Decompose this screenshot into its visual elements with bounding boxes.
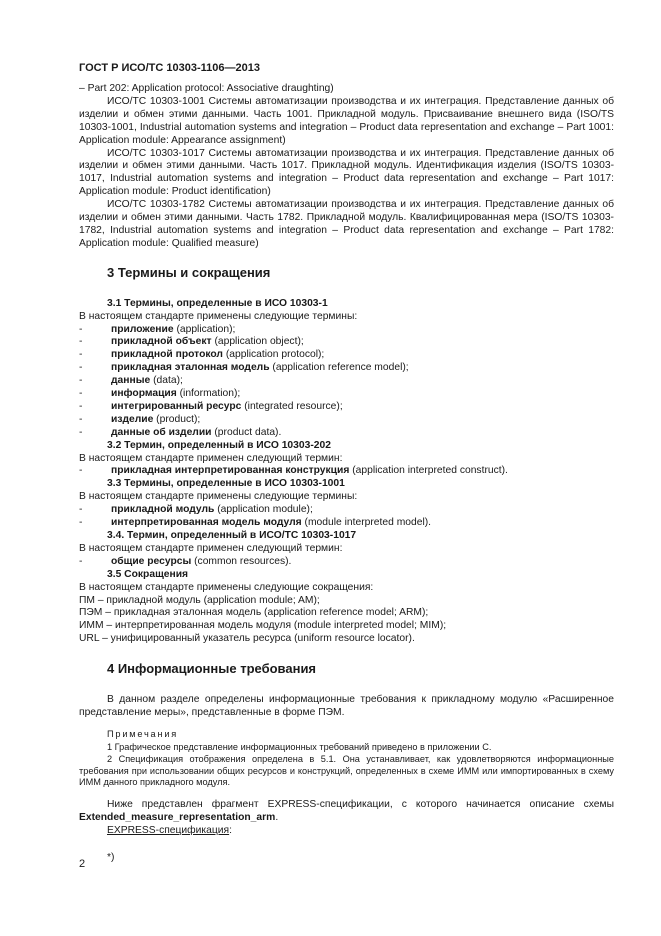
- term: интегрированный ресурс: [111, 400, 242, 412]
- term: изделие: [111, 413, 154, 425]
- note-item: 1 Графическое представление информационных требований приведено в приложении С.: [107, 742, 492, 753]
- subsection-3-4-intro: В настоящем стандарте применен следующий термин:: [79, 542, 343, 554]
- list-item: - прикладной модуль (application module);: [79, 504, 313, 516]
- reference-iso-1001: ИСО/ТС 10303-1001 Системы автоматизации производства и их интеграция. Представление данных об изделии и обмен этими данными. Часть 1001. Прикладной модуль. Присваивание внешнего вида (ISO/TS 10303-1001, Industrial automation systems and integration – Product data representation and exchange – Part 1001: Application module: Appearance assignment): [79, 95, 614, 146]
- schema-name: Extended_measure_representation_arm: [79, 811, 276, 823]
- subsection-3-5-title: 3.5 Сокращения: [107, 568, 189, 580]
- subsection-3-3-title: 3.3 Термины, определенные в ИСО 10303-1001: [107, 478, 345, 490]
- list-item: - интерпретированная модель модуля (module interpreted model).: [79, 517, 432, 529]
- express-intro-paragraph: Ниже представлен фрагмент EXPRESS-спецификации, с которого начинается описание схемы Extended_measure_representation_arm.: [79, 798, 614, 823]
- note-item: 2 Спецификация отображения определена в 5.1. Она устанавливает, как удовлетворяются информационные требования при использовании общих ресурсов и конструкций, определенных в схеме ИММ или импортированных в схему ИММ данного прикладного модуля.: [79, 754, 614, 788]
- subsection-3-4-title: 3.4. Термин, определенный в ИСО/ТС 10303-1017: [107, 530, 357, 541]
- term: прикладная интерпретированная конструкция: [111, 465, 350, 477]
- notes-title: Примечания: [107, 728, 179, 739]
- express-spec-label: EXPRESS-спецификация:: [107, 824, 232, 836]
- abbreviation-item: URL – унифицированный указатель ресурса (uniform resource locator).: [79, 633, 415, 645]
- list-item: - общие ресурсы (common resources).: [79, 555, 292, 567]
- abbreviation-item: ИММ – интерпретированная модель модуля (module interpreted model; MIM);: [79, 620, 447, 632]
- abbreviation-item: ПЭМ – прикладная эталонная модель (application reference model; ARM);: [79, 607, 429, 619]
- list-item: - изделие (product);: [79, 413, 201, 425]
- list-item: - данные (data);: [79, 375, 183, 387]
- term: интерпретированная модель модуля: [111, 517, 302, 529]
- page-number: 2: [79, 858, 86, 870]
- abbreviation-item: ПМ – прикладной модуль (application module; AM);: [79, 594, 320, 606]
- list-item: - данные об изделии (product data).: [79, 426, 282, 438]
- list-item: - прикладная интерпретированная конструкция (application interpreted construct).: [79, 465, 508, 477]
- subsection-3-1-intro: В настоящем стандарте применены следующие термины:: [79, 310, 358, 322]
- term: прикладной модуль: [111, 504, 215, 516]
- notes-block: [79, 729, 614, 789]
- section-4-paragraph: В данном разделе определены информационные требования к прикладному модулю «Расширенное представление меры», представленные в форме ПЭМ.: [79, 694, 614, 718]
- list-item: - прикладная эталонная модель (application reference model);: [79, 362, 409, 374]
- term: прикладной протокол: [111, 349, 223, 361]
- subsection-3-3-intro: В настоящем стандарте применены следующие термины:: [79, 491, 358, 503]
- terms-list-3-1: [79, 324, 614, 440]
- express-intro-block: [79, 799, 614, 865]
- term: прикладная эталонная модель: [111, 362, 270, 374]
- term: прикладной объект: [111, 336, 212, 348]
- list-item: - информация (information);: [79, 388, 241, 400]
- subsection-3-2-intro: В настоящем стандарте применен следующий термин:: [79, 452, 343, 464]
- subsection-3-2-title: 3.2 Термин, определенный в ИСО 10303-202: [107, 439, 331, 451]
- reference-iso-1017: ИСО/ТС 10303-1017 Системы автоматизации производства и их интеграция. Представление данных об изделии и обмен этими данными. Часть 1017. Прикладной модуль. Идентификация изделия (ISO/TS 10303-1017, Industrial automation systems and integration – Product data representation and exchange – Part 1017: Application module: Product identification): [79, 147, 614, 198]
- list-item: - прикладной протокол (application protocol);: [79, 349, 325, 361]
- express-comment-close: *): [107, 851, 115, 863]
- reference-continuation: – Part 202: Application protocol: Associative draughting): [79, 83, 334, 94]
- list-item: - прикладной объект (application object);: [79, 336, 304, 348]
- term: информация: [111, 388, 177, 400]
- page-body: [79, 83, 614, 864]
- document-header: ГОСТ Р ИСО/ТС 10303-1106—2013: [79, 62, 260, 74]
- subsection-3-1-title: 3.1 Термины, определенные в ИСО 10303-1: [107, 297, 328, 309]
- list-item: - интегрированный ресурс (integrated resource);: [79, 400, 343, 412]
- section-4-heading: 4 Информационные требования: [107, 661, 317, 677]
- term: общие ресурсы: [111, 555, 192, 567]
- section-3-heading: 3 Термины и сокращения: [107, 264, 271, 280]
- subsection-3-5-intro: В настоящем стандарте применены следующие сокращения:: [79, 581, 374, 593]
- list-item: - приложение (application);: [79, 323, 236, 335]
- term: данные: [111, 375, 151, 387]
- term: приложение: [111, 323, 174, 335]
- reference-iso-1782: ИСО/ТС 10303-1782 Системы автоматизации производства и их интеграция. Представление данных об изделии и обмен этими данными. Часть 1782. Прикладной модуль. Квалифицированная мера (ISO/TS 10303-1782, Industrial automation systems and integration – Product data representation and exchange – Part 1782: Application module: Qualified measure): [79, 199, 614, 249]
- term: данные об изделии: [111, 426, 212, 438]
